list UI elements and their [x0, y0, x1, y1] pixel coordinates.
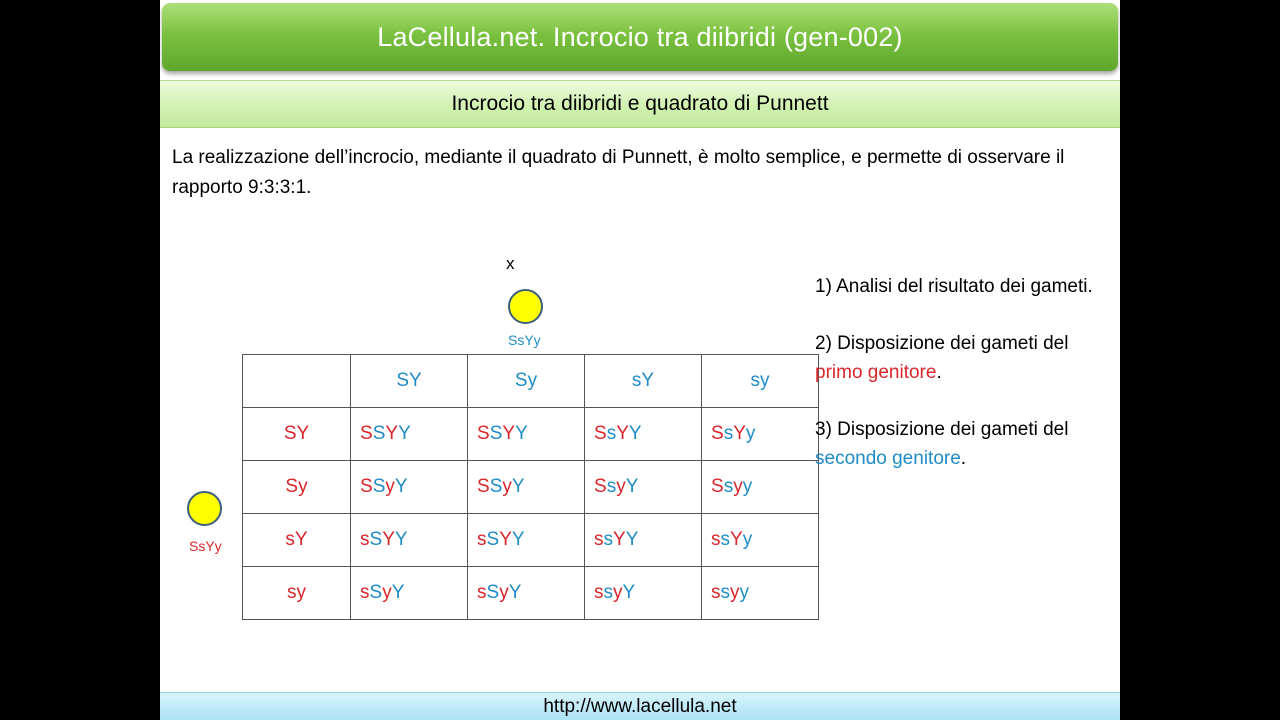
- allele-letter: Y: [508, 582, 522, 603]
- parent-left-genotype: SsYy: [189, 538, 222, 554]
- allele-letter: s: [711, 529, 721, 550]
- allele-letter: Y: [511, 476, 525, 497]
- allele-letter: y: [742, 476, 753, 497]
- genotype-cell: [585, 514, 702, 567]
- genotype-cell: [351, 408, 468, 461]
- genotype-cell: [702, 567, 819, 620]
- allele-letter: s: [606, 423, 617, 444]
- allele-letter: Y: [385, 423, 399, 444]
- footer-url: http://www.lacellula.net: [160, 692, 1120, 720]
- allele-letter: Y: [613, 529, 626, 550]
- step-3: [815, 415, 1105, 473]
- genotype-cell: [468, 461, 585, 514]
- allele-letter: s: [603, 529, 613, 550]
- allele-letter: S: [594, 476, 607, 497]
- punnett-square: [242, 354, 819, 620]
- allele-letter: y: [382, 582, 392, 603]
- punnett-corner-cell: [243, 355, 351, 408]
- allele-letter: Y: [394, 476, 408, 497]
- allele-letter: y: [745, 423, 756, 444]
- genotype-cell: [585, 461, 702, 514]
- allele-letter: y: [742, 529, 753, 550]
- allele-letter: y: [499, 582, 509, 603]
- step-3-period: .: [960, 448, 967, 469]
- allele-letter: y: [739, 582, 749, 603]
- allele-letter: s: [606, 476, 617, 497]
- punnett-row: [243, 514, 819, 567]
- allele-letter: Y: [515, 423, 528, 444]
- slide-subtitle: Incrocio tra diibridi e quadrato di Punnett: [160, 80, 1120, 128]
- allele-letter: Y: [628, 423, 642, 444]
- allele-letter: y: [502, 476, 512, 497]
- cross-symbol: x: [506, 254, 515, 273]
- allele-letter: S: [372, 423, 386, 444]
- allele-letter: Y: [398, 423, 411, 444]
- allele-letter: y: [613, 582, 623, 603]
- allele-letter: S: [489, 476, 503, 497]
- allele-letter: s: [720, 529, 730, 550]
- genotype-cell: [702, 461, 819, 514]
- allele-letter: s: [594, 529, 604, 550]
- step-3-highlight: secondo genitore: [815, 448, 961, 469]
- genotype-cell: [702, 408, 819, 461]
- parent-left-circle-icon: [187, 491, 222, 526]
- allele-letter: s: [360, 582, 370, 603]
- allele-letter: S: [594, 423, 607, 444]
- allele-letter: y: [616, 476, 626, 497]
- allele-letter: Y: [616, 423, 629, 444]
- allele-letter: s: [594, 582, 604, 603]
- col-header: sy: [702, 355, 819, 408]
- allele-letter: S: [489, 423, 503, 444]
- step-2-highlight: primo genitore: [815, 362, 937, 383]
- allele-letter: S: [372, 476, 386, 497]
- genotype-cell: [585, 567, 702, 620]
- allele-letter: Y: [625, 529, 639, 550]
- allele-letter: S: [477, 476, 490, 497]
- col-header: Sy: [468, 355, 585, 408]
- row-header: sY: [243, 514, 351, 567]
- allele-letter: Y: [730, 529, 743, 550]
- allele-letter: Y: [382, 529, 395, 550]
- allele-letter: s: [723, 423, 734, 444]
- col-header: sY: [585, 355, 702, 408]
- allele-letter: S: [477, 423, 490, 444]
- allele-letter: y: [730, 582, 740, 603]
- allele-letter: s: [711, 582, 721, 603]
- allele-letter: s: [603, 582, 613, 603]
- genotype-cell: [351, 514, 468, 567]
- allele-letter: S: [711, 476, 724, 497]
- allele-letter: s: [477, 529, 487, 550]
- allele-letter: Y: [502, 423, 516, 444]
- allele-letter: S: [486, 529, 500, 550]
- genotype-cell: [585, 408, 702, 461]
- allele-letter: Y: [394, 529, 408, 550]
- allele-letter: Y: [622, 582, 636, 603]
- genotype-cell: [702, 514, 819, 567]
- allele-letter: S: [360, 423, 373, 444]
- allele-letter: Y: [391, 582, 405, 603]
- allele-letter: y: [385, 476, 395, 497]
- punnett-row: [243, 408, 819, 461]
- genotype-cell: [468, 567, 585, 620]
- steps-list: [815, 272, 1105, 501]
- step-1: 1) Analisi del risultato dei gameti.: [815, 276, 1093, 297]
- genotype-cell: [351, 567, 468, 620]
- allele-letter: S: [711, 423, 724, 444]
- genotype-cell: [468, 408, 585, 461]
- punnett-row: [243, 461, 819, 514]
- row-header: SY: [243, 408, 351, 461]
- allele-letter: s: [723, 476, 734, 497]
- step-2-period: .: [936, 362, 942, 383]
- genotype-cell: [351, 461, 468, 514]
- allele-letter: Y: [499, 529, 512, 550]
- allele-letter: y: [733, 476, 743, 497]
- parent-top-genotype: SsYy: [508, 332, 541, 348]
- punnett-header-row: [243, 355, 819, 408]
- allele-letter: S: [369, 582, 383, 603]
- allele-letter: s: [720, 582, 730, 603]
- allele-letter: S: [369, 529, 383, 550]
- step-2-text: 2) Disposizione dei gameti del: [815, 333, 1069, 354]
- allele-letter: s: [477, 582, 487, 603]
- allele-letter: S: [360, 476, 373, 497]
- step-3-text: 3) Disposizione dei gameti del: [815, 419, 1069, 440]
- row-header: sy: [243, 567, 351, 620]
- col-header: SY: [351, 355, 468, 408]
- allele-letter: Y: [511, 529, 525, 550]
- allele-letter: S: [486, 582, 500, 603]
- slide-title: LaCellula.net. Incrocio tra diibridi (gen-002): [162, 3, 1118, 71]
- parent-top-circle-icon: [508, 289, 543, 324]
- allele-letter: s: [360, 529, 370, 550]
- punnett-row: [243, 567, 819, 620]
- allele-letter: Y: [625, 476, 639, 497]
- genotype-cell: [468, 514, 585, 567]
- slide: [160, 0, 1120, 720]
- intro-text: La realizzazione dell’incrocio, mediante il quadrato di Punnett, è molto semplice, e permette di osservare il rapporto 9:3:3:1.: [172, 147, 1065, 198]
- row-header: Sy: [243, 461, 351, 514]
- step-2: [815, 329, 1105, 387]
- allele-letter: Y: [733, 423, 746, 444]
